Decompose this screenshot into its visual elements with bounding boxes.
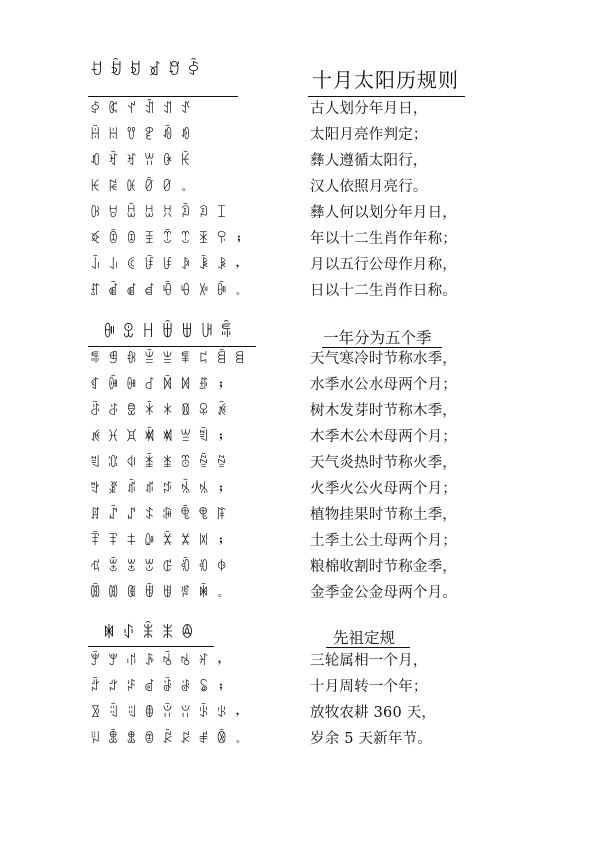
yi-line: ꀘꀙꀚꀛꀜ。 — [90, 179, 199, 195]
yi-line: ꀆꀇꀈꀉꀊꀋ — [90, 101, 199, 117]
cn-line: 年以十二生肖作年称； — [310, 231, 457, 247]
section-2-yi-title: ꀽꀾꀿꁀꁁꁂꁃ — [103, 322, 240, 341]
yi-line: ꁺꁻꁼꁽꁾꁿꂀ； — [90, 533, 235, 549]
yi-line: ꂣꂤꂥꂦꂧꂨꂩꂪ， — [90, 705, 253, 721]
yi-line: ꁜꁝꁞꁟꁠꁡꁢ； — [90, 429, 235, 445]
cn-line: 岁余 5 天新年节。 — [310, 731, 432, 747]
yi-line: ꁄꁅꁆꁇꁈꁉꁊꁋꁌ — [90, 351, 253, 367]
cn-line: 土季土公土母两个月； — [310, 533, 457, 549]
yi-line: ꀝꀞꀟꀠꀡꀢꀣꀤ — [90, 205, 235, 221]
cn-line: 彝人何以划分年月日， — [310, 205, 457, 221]
yi-line: ꀒꀓꀔꀕꀖꀗ — [90, 153, 199, 169]
cn-line: 树木发芽时节称木季， — [310, 403, 457, 419]
yi-line: ꀌꀍꀎꀏꀐꀑ — [90, 127, 199, 143]
cn-line: 三轮属相一个月， — [310, 653, 428, 669]
yi-line: ꂕꂖꂗꂘꂙꂚꂛ， — [90, 653, 235, 669]
section-3-yi-title: ꂐꂑꂒꂓꂔ — [103, 623, 201, 642]
cn-line: 水季水公水母两个月； — [310, 377, 457, 393]
yi-line: ꂜꂝꂞꂟꂠꂡꂢ； — [90, 679, 235, 695]
cn-line: 月以五行公母作月称， — [310, 257, 457, 273]
yi-line: ꁲꁳꁴꁵꁶꁷꁸꁹ — [90, 507, 235, 523]
cn-line: 日以十二生肖作日称。 — [310, 283, 457, 299]
cn-line: 放牧农耕 360 天， — [310, 705, 437, 721]
cn-line: 汉人依照月亮行。 — [310, 179, 428, 195]
section-2-cn-title: 一年分为五个季 — [323, 329, 432, 347]
yi-line: ꀥꀦꀧꀨꀩꀪꀫꀬ； — [90, 231, 253, 247]
yi-line: ꀭꀮꀯꀰꀱꀲꀳꀴ， — [90, 257, 253, 273]
cn-line: 天气炎热时节称火季， — [310, 455, 457, 471]
yi-line: ꁍꁎꁏꁐꁑꁒꁓ； — [90, 377, 235, 393]
cn-line: 古人划分年月日， — [310, 101, 428, 117]
cn-line: 彝人遵循太阳行， — [310, 153, 428, 169]
yi-line: ꁫꁬꁭꁮꁯꁰꁱ； — [90, 481, 235, 497]
cn-line: 火季火公火母两个月； — [310, 481, 457, 497]
cn-line: 太阳月亮作判定； — [310, 127, 428, 143]
section-1-cn-title: 十月太阳历规则 — [312, 68, 459, 92]
yi-line: ꁔꁕꁖꁗꁘꁙꁚꁛ — [90, 403, 235, 419]
cn-line: 十月周转一个年； — [310, 679, 428, 695]
cn-line: 天气寒冷时节称水季， — [310, 351, 457, 367]
section-3-cn-title: 先祖定规 — [333, 629, 396, 647]
section-3-yi-rule — [88, 646, 214, 647]
cn-line: 植物挂果时节称土季， — [310, 507, 457, 523]
cn-line: 粮棉收割时节称金季， — [310, 559, 457, 575]
yi-line: ꂉꂊꂋꂌꂍꂎꂏ。 — [90, 585, 235, 601]
section-1-yi-title: ꀀꀁꀂꀃꀄꀅ — [90, 60, 207, 79]
cn-line: 金季金公金母两个月。 — [310, 585, 457, 601]
yi-line: ꁣꁤꁥꁦꁧꁨꁩꁪ — [90, 455, 235, 471]
yi-line: ꂁꂂꂃꂄꂅꂆꂇꂈ — [90, 559, 235, 575]
yi-line: ꂫꂬꂭꂮꂯꂰꂱꂲ。 — [90, 731, 253, 747]
cn-line: 木季木公木母两个月； — [310, 429, 457, 445]
yi-line: ꀵꀶꀷꀸꀹꀺꀻꀼ。 — [90, 283, 253, 299]
